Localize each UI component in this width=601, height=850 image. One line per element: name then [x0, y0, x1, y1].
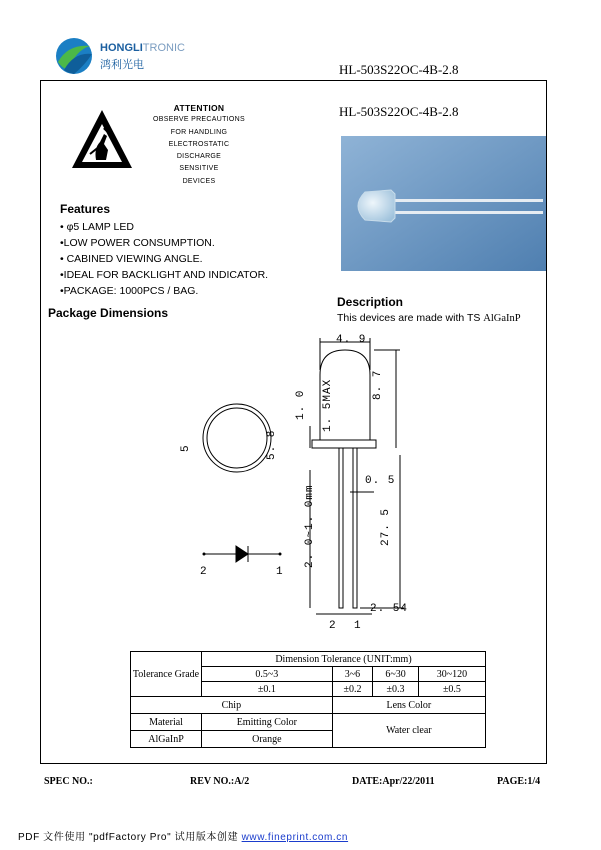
- emitting-color-label: Emitting Color: [202, 714, 333, 731]
- lens-color-value: Water clear: [332, 714, 485, 748]
- company-logo: [54, 36, 94, 76]
- page-number: PAGE:1/4: [497, 776, 541, 787]
- package-dimensions-title: Package Dimensions: [48, 306, 169, 320]
- package-drawing: [160, 330, 440, 642]
- range-cell: 30~120: [418, 667, 485, 682]
- attention-line: FOR HANDLING: [170, 128, 228, 136]
- rev-no: REV NO.:A/2: [190, 776, 250, 787]
- top-view-outer: [203, 404, 271, 472]
- tolerance-cell: ±0.5: [418, 682, 485, 697]
- features-title: Features: [60, 202, 111, 216]
- brand-name: HONGLITRONIC: [100, 42, 185, 54]
- dim-top-diameter-flange: 5. 8: [266, 429, 278, 460]
- spec-no: SPEC NO.:: [44, 776, 93, 787]
- range-cell: 0.5~3: [202, 667, 333, 682]
- brand-chinese: 鸿利光电: [100, 59, 144, 71]
- emitting-color-value: Orange: [202, 731, 333, 748]
- symbol-pin-right: 1: [276, 566, 284, 578]
- description-text: This devices are made with TS AlGaInP: [337, 312, 521, 324]
- lead-left: [339, 448, 343, 608]
- attention-title: ATTENTION: [173, 103, 225, 113]
- dim-lead-length: 27. 5: [380, 507, 392, 546]
- lens-color-label: Lens Color: [332, 697, 485, 714]
- product-photo: [341, 136, 546, 271]
- lead-right: [353, 448, 357, 608]
- led-flange: [312, 440, 376, 448]
- attention-line: SENSITIVE: [179, 165, 219, 173]
- dim-height: 8. 7: [372, 369, 384, 400]
- dim-top-diameter: 5: [180, 444, 192, 452]
- top-view-inner: [207, 408, 267, 468]
- dim-lead-offset: 2. 0~1. 0mm: [304, 484, 316, 568]
- dim-flange: 1. 0: [295, 389, 307, 420]
- attention-line: DEVICES: [182, 177, 216, 185]
- dim-pitch: 2. 54: [370, 603, 409, 615]
- attention-line: ELECTROSTATIC: [168, 140, 230, 148]
- tolerance-cell: ±0.3: [373, 682, 419, 697]
- part-number: HL-503S22OC-4B-2.8: [339, 104, 459, 119]
- part-number-top: HL-503S22OC-4B-2.8: [339, 62, 459, 77]
- features-list: [60, 219, 268, 299]
- material-value: AlGaInP: [131, 731, 202, 748]
- attention-line: OBSERVE PRECAUTIONS: [153, 116, 245, 124]
- tolerance-grade-label: Tolerance Grade: [131, 652, 202, 697]
- dim-lead-width: 0. 5: [365, 475, 396, 487]
- date: DATE:Apr/22/2011: [352, 776, 435, 787]
- feature-item: •IDEAL FOR BACKLIGHT AND INDICATOR.: [60, 269, 269, 281]
- feature-item: • CABINED VIEWING ANGLE.: [60, 253, 203, 265]
- feature-item: •LOW POWER CONSUMPTION.: [60, 237, 215, 249]
- tolerance-cell: ±0.2: [332, 682, 373, 697]
- chip-label: Chip: [131, 697, 333, 714]
- range-cell: 3~6: [332, 667, 373, 682]
- pin-label-right: 1: [354, 620, 362, 632]
- fineprint-link[interactable]: www.fineprint.com.cn: [241, 832, 349, 843]
- tolerance-table: [130, 651, 486, 748]
- dim-width: 4. 9: [336, 334, 367, 346]
- attention-line: DISCHARGE: [176, 153, 222, 161]
- attention-block: [148, 102, 250, 188]
- tolerance-header: Dimension Tolerance (UNIT:mm): [202, 652, 486, 667]
- feature-item: • φ5 LAMP LED: [60, 221, 134, 233]
- logo-globe-icon: [54, 36, 94, 76]
- watermark: PDF 文件使用 "pdfFactory Pro" 试用版本创建 www.fineprint.com.cn: [18, 832, 349, 843]
- dim-flange-max: 1. 5MAX: [322, 378, 334, 432]
- symbol-pin-left: 2: [200, 566, 208, 578]
- tolerance-cell: ±0.1: [202, 682, 333, 697]
- range-cell: 6~30: [373, 667, 419, 682]
- description-title: Description: [337, 295, 404, 309]
- pin-label-left: 2: [329, 620, 337, 632]
- material-label: Material: [131, 714, 202, 731]
- feature-item: •PACKAGE: 1000PCS / BAG.: [60, 285, 199, 297]
- esd-warning-icon: [70, 108, 134, 177]
